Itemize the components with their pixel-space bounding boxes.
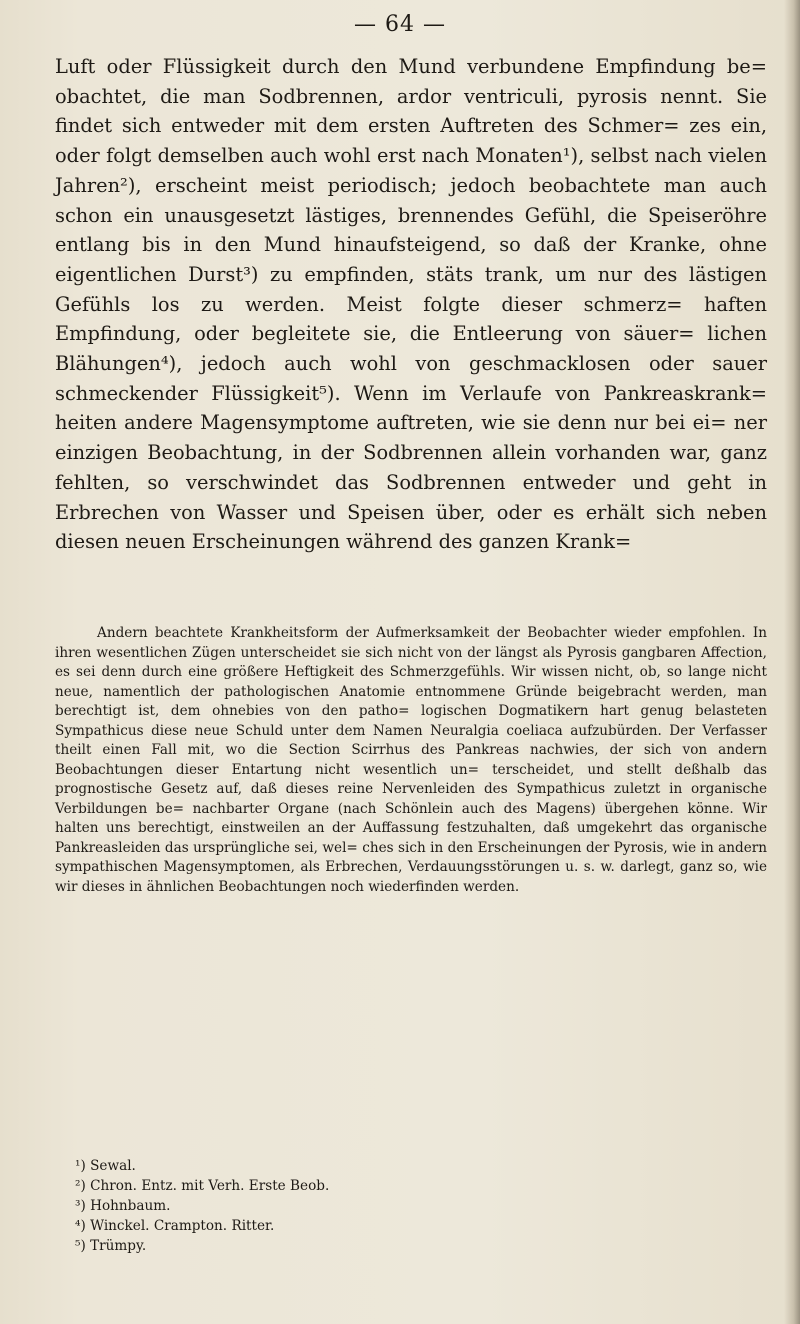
note-paragraph: Andern beachtete Krankheitsform der Aufmerksamkeit der Beobachter wieder empfohlen. In ihren wesentlichen Zügen unterscheidet sie sich nicht von der längst als Pyrosis gangbaren Affection, es sei denn durch eine größere Heftigkeit des Schmerzgefühls. Wir wissen nicht, ob, so lange nicht neue, namentlich der pathologischen Anatomie entnommene Gründe beigebracht werden, man berechtigt ist, dem ohnebies von den patho= logischen Dogmatikern hart genug belasteten Sympathicus diese neue Schuld unter dem Namen Neuralgia coeliaca aufzubürden. Der Verfasser theilt einen Fall mit, wo die Section Scirrhus des Pankreas nachwies, der sich von andern Beobachtungen dieser Entartung nicht wesentlich un= terscheidet, und stellt deßhalb das prognostische Gesetz auf, daß dieses reine Nervenleiden des Sympathicus zuletzt in organische Verbildungen be= nachbarter Organe (nach Schönlein auch des Magens) übergehen könne. Wir halten uns berechtigt, einstweilen an der Auffassung festzuhalten, daß umgekehrt das organische Pankreasleiden das ursprüngliche sei, wel= ches sich in den Erscheinungen der Pyrosis, wie in andern sympathischen Magensymptomen, als Erbrechen, Verdauungsstörungen u. s. w. darlegt, ganz so, wie wir dieses in ähnlichen Beobachtungen noch wiederfinden werden. — [55, 625, 767, 895]
footnote-list — [55, 1156, 767, 1256]
footnote-mark: ⁵) — [75, 1238, 86, 1254]
footnote-item — [75, 1216, 767, 1236]
footnote-text: Sewal. — [90, 1158, 136, 1174]
footnote-text: Chron. Entz. mit Verh. Erste Beob. — [90, 1178, 330, 1194]
body-text — [55, 52, 767, 557]
footnote-item — [75, 1196, 767, 1216]
page-number: — 64 — — [354, 12, 446, 37]
footnote-mark: ³) — [75, 1198, 86, 1214]
footnote-mark: ⁴) — [75, 1218, 86, 1234]
footnote-text: Hohnbaum. — [90, 1198, 171, 1214]
footnote-item — [75, 1236, 767, 1256]
footnote-mark: ²) — [75, 1178, 86, 1194]
footnote-text: Winckel. Crampton. Ritter. — [90, 1218, 275, 1234]
footnote-item — [75, 1176, 767, 1196]
footnote-item — [75, 1156, 767, 1176]
page-edge-shadow — [784, 0, 800, 1324]
footnote-mark: ¹) — [75, 1158, 86, 1174]
footnote-continuation — [55, 624, 767, 897]
body-paragraph: Luft oder Flüssigkeit durch den Mund verbundene Empfindung be= obachtet, die man Sodbrennen, ardor ventriculi, pyrosis nennt. Sie findet sich entweder mit dem ersten Auftreten des Schmer= zes ein, oder folgt demselben auch wohl erst nach Monaten¹), selbst nach vielen Jahren²), erscheint meist periodisch; jedoch beobachtete man auch schon ein unausgesetzt lästiges, brennendes Gefühl, die Speiseröhre entlang bis in den Mund hinaufsteigend, so daß der Kranke, ohne eigentlichen Durst³) zu empfinden, stäts trank, um nur des lästigen Gefühls los zu werden. Meist folgte dieser schmerz= haften Empfindung, oder begleitete sie, die Entleerung von säuer= lichen Blähungen⁴), jedoch auch wohl von geschmacklosen oder sauer schmeckender Flüssigkeit⁵). Wenn im Verlaufe von Pankreaskrank= heiten andere Magensymptome auftreten, wie sie denn nur bei ei= ner einzigen Beobachtung, in der Sodbrennen allein vorhanden war, ganz fehlten, so verschwindet das Sodbrennen entweder und geht in Erbrechen von Wasser und Speisen über, oder es erhält sich neben diesen neuen Erscheinungen während des ganzen Krank= — [55, 55, 767, 554]
footnote-text: Trümpy. — [90, 1238, 147, 1254]
